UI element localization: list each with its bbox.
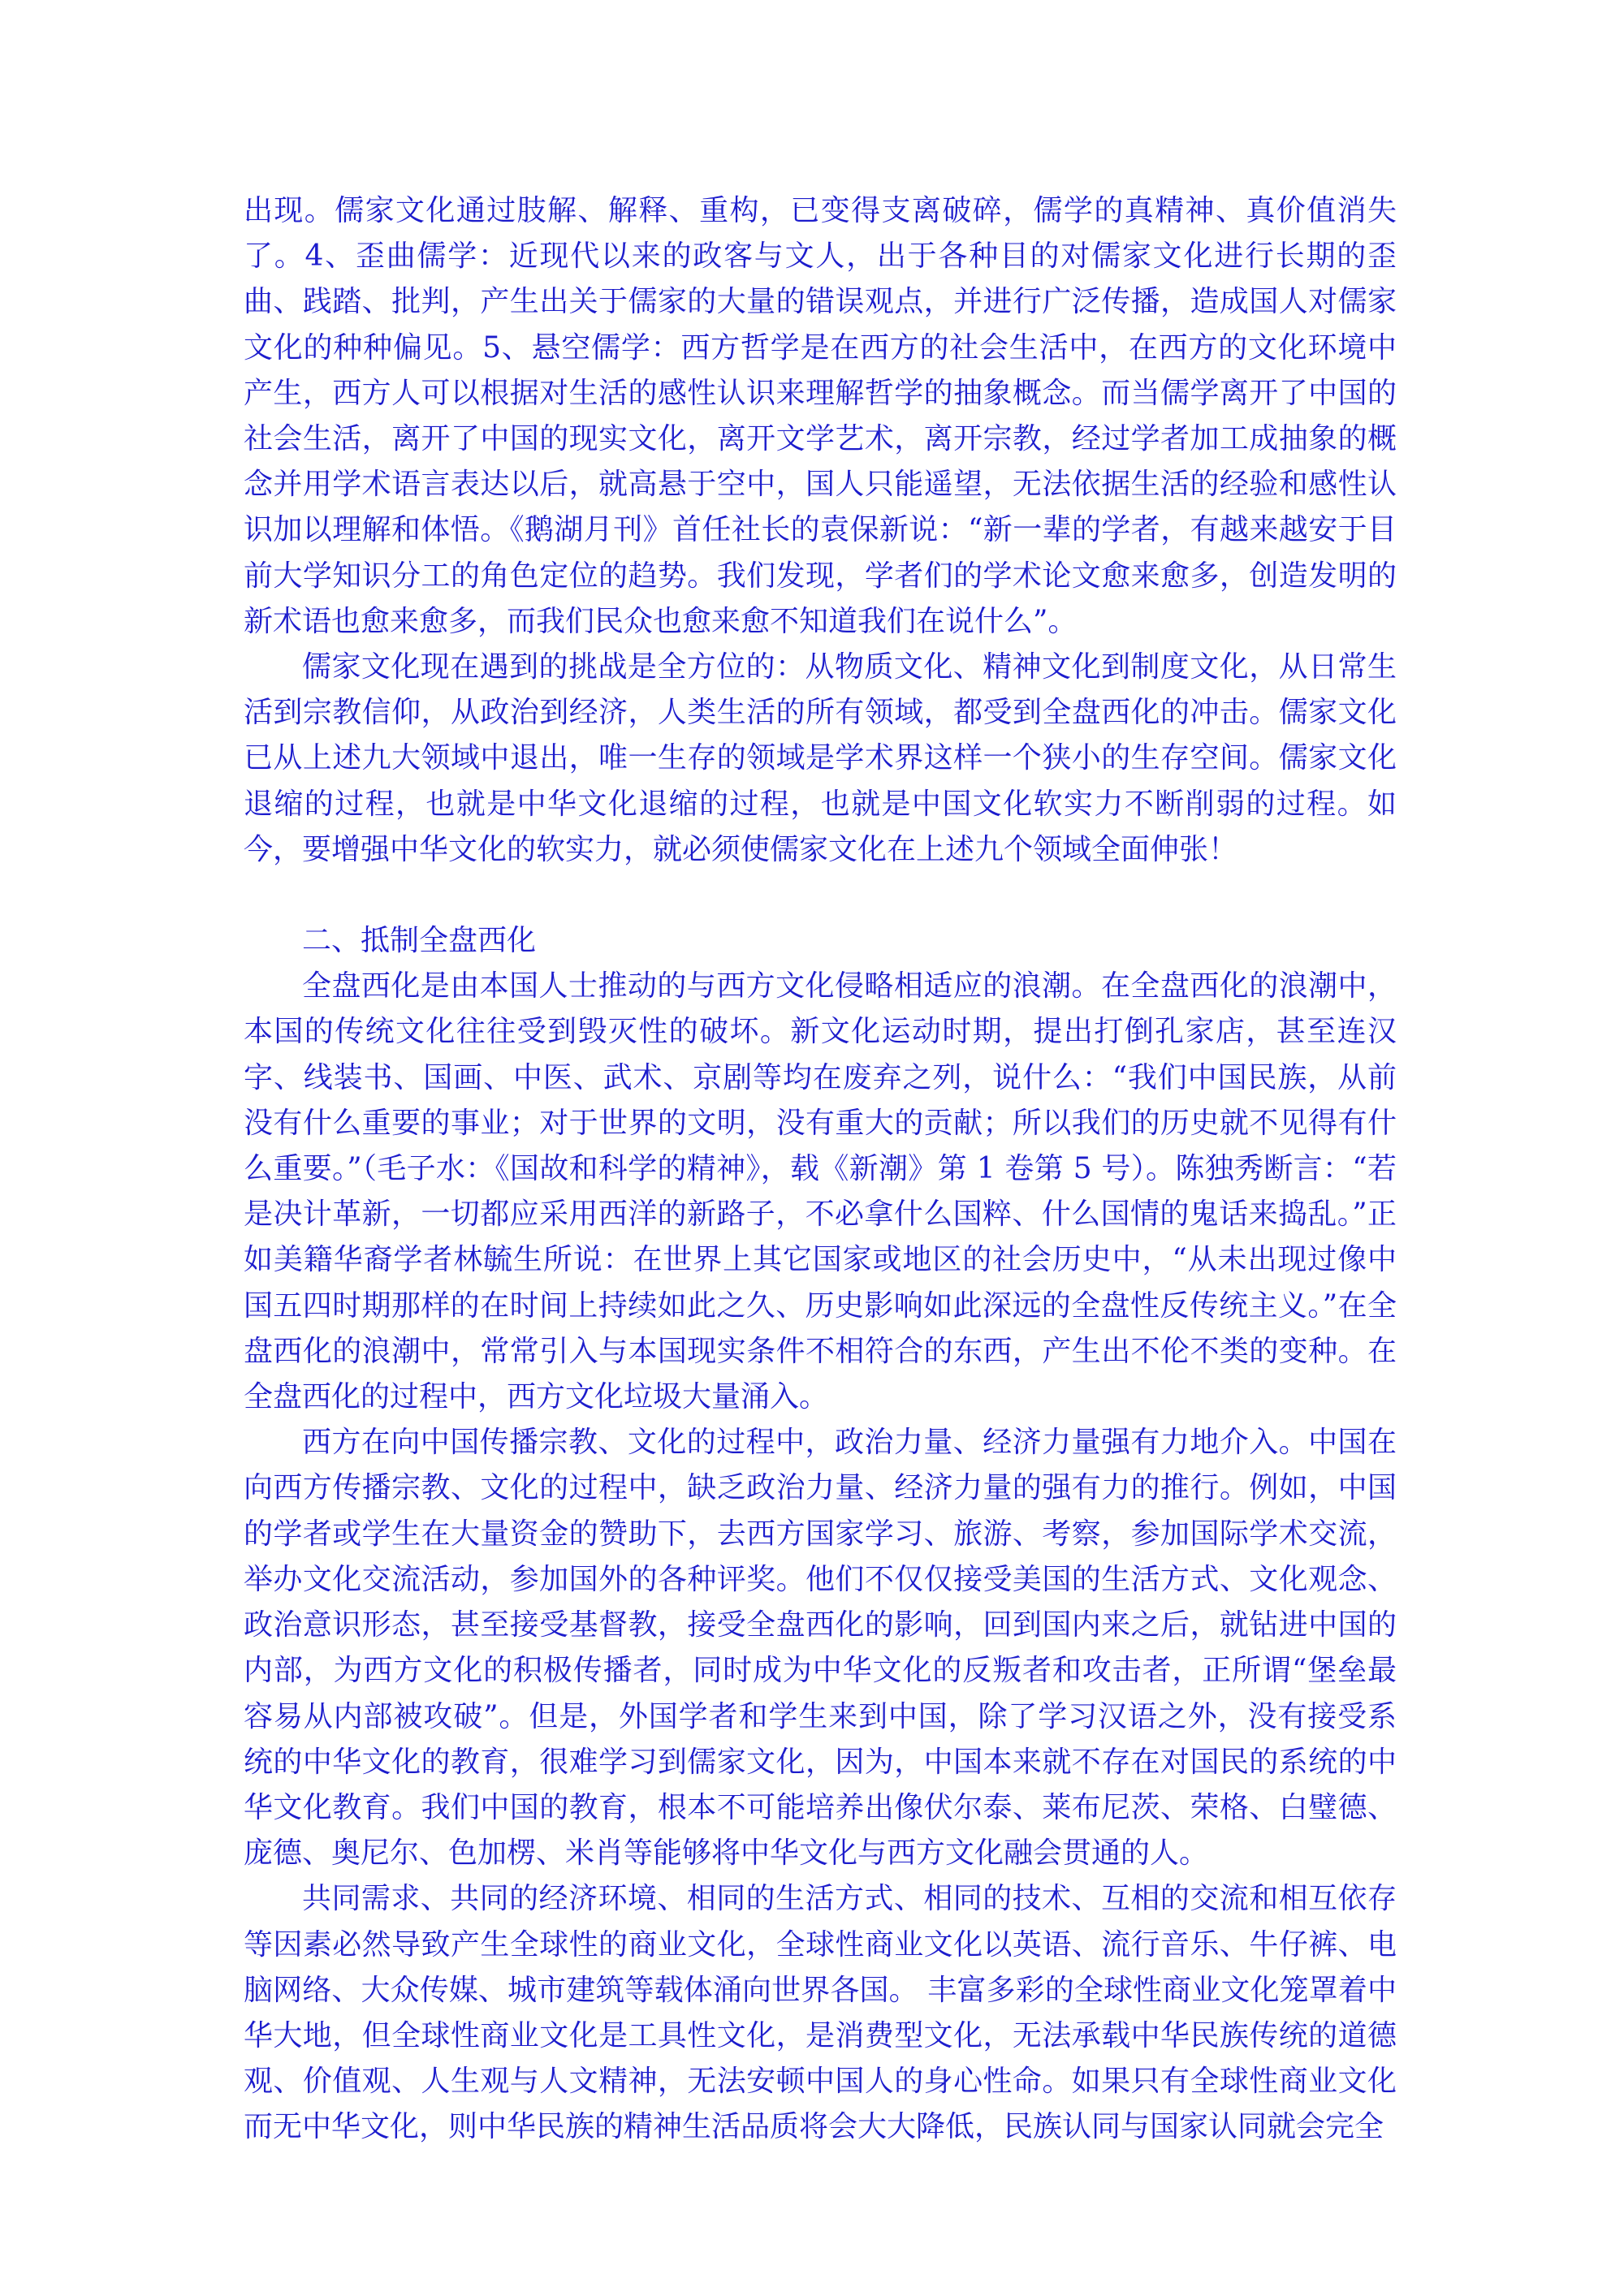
document-page bbox=[244, 188, 1397, 2151]
paragraph-commercial-culture: 共同需求、共同的经济环境、相同的生活方式、相同的技术、互相的交流和相互依存等因素必然导致产生全球性的商业文化，全球性商业文化以英语、流行音乐、牛仔裤、电脑网络、大众传媒、城市建筑等载体涌向世界各国。 丰富多彩的全球性商业文化笼罩着中华大地，但全球性商业文化是工具性文化，是消费型文化，无法承载中华民族传统的道德观、价值观、人生观与人文精神，无法安顿中国人的身心性命。如果只有全球性商业文化而无中华文化，则中华民族的精神生活品质将会大大降低，民族认同与国家认同就会完全 bbox=[244, 1882, 1397, 2144]
paragraph-westernization: 全盘西化是由本国人士推动的与西方文化侵略相适应的浪潮。在全盘西化的浪潮中，本国的传统文化往往受到毁灭性的破坏。新文化运动时期，提出打倒孔家店，甚至连汉字、线装书、国画、中医、武术、京剧等均在废弃之列，说什么：“我们中国民族，从前没有什么重要的事业；对于世界的文明，没有重大的贡献；所以我们的历史就不见得有什么重要。”（毛子水：《国故和科学的精神》，载《新潮》第 1 卷第 5 号）。陈独秀断言：“若是决计革新，一切都应采用西洋的新路子，不必拿什么国粹、什么国情的鬼话来捣乱。”正如美籍华裔学者林毓生所说：在世界上其它国家或地区的社会历史中，“从未出现过像中国五四时期那样的在时间上持续如此之久、历史影响如此深远的全盘性反传统主义。”在全盘西化的浪潮中，常常引入与本国现实条件不相符合的东西，产生出不伦不类的变种。在全盘西化的过程中，西方文化垃圾大量涌入。 bbox=[244, 969, 1397, 1414]
paragraph-challenges: 儒家文化现在遇到的挑战是全方位的：从物质文化、精神文化到制度文化，从日常生活到宗教信仰，从政治到经济，人类生活的所有领域，都受到全盘西化的冲击。儒家文化已从上述九大领域中退出，唯一生存的领域是学术界这样一个狭小的生存空间。儒家文化退缩的过程，也就是中华文化退缩的过程，也就是中国文化软实力不断削弱的过程。如今，要增强中华文化的软实力，就必须使儒家文化在上述九个领域全面伸张！ bbox=[244, 650, 1397, 866]
paragraph-cultural-exchange: 西方在向中国传播宗教、文化的过程中，政治力量、经济力量强有力地介入。中国在向西方传播宗教、文化的过程中，缺乏政治力量、经济力量的强有力的推行。例如，中国的学者或学生在大量资金的赞助下，去西方国家学习、旅游、考察，参加国际学术交流，举办文化交流活动，参加国外的各种评奖。他们不仅仅接受美国的生活方式、文化观念、政治意识形态，甚至接受基督教，接受全盘西化的影响，回到国内来之后，就钻进中国的内部，为西方文化的积极传播者，同时成为中华文化的反叛者和攻击者，正所谓“堡垒最容易从内部被攻破”。但是，外国学者和学生来到中国，除了学习汉语之外，没有接受系统的中华文化的教育，很难学习到儒家文化，因为，中国本来就不存在对国民的系统的中华文化教育。我们中国的教育，根本不可能培养出像伏尔泰、莱布尼茨、荣格、白璧德、庞德、奥尼尔、色加楞、米肖等能够将中华文化与西方文化融会贯通的人。 bbox=[244, 1426, 1397, 1871]
paragraph-continuation: 出现。儒家文化通过肢解、解释、重构，已变得支离破碎，儒学的真精神、真价值消失了。4、歪曲儒学：近现代以来的政客与文人，出于各种目的对儒家文化进行长期的歪曲、践踏、批判，产生出关于儒家的大量的错误观点，并进行广泛传播，造成国人对儒家文化的种种偏见。5、悬空儒学：西方哲学是在西方的社会生活中，在西方的文化环境中产生，西方人可以根据对生活的感性认识来理解哲学的抽象概念。而当儒学离开了中国的社会生活，离开了中国的现实文化，离开文学艺术，离开宗教，经过学者加工成抽象的概念并用学术语言表达以后，就高悬于空中，国人只能遥望，无法依据生活的经验和感性认识加以理解和体悟。《鹅湖月刊》首任社长的袁保新说：“新一辈的学者，有越来越安于目前大学知识分工的角色定位的趋势。我们发现，学者们的学术论文愈来愈多，创造发明的新术语也愈来愈多，而我们民众也愈来愈不知道我们在说什么”。 bbox=[244, 194, 1397, 638]
section-heading: 二、抵制全盘西化 bbox=[302, 924, 537, 958]
